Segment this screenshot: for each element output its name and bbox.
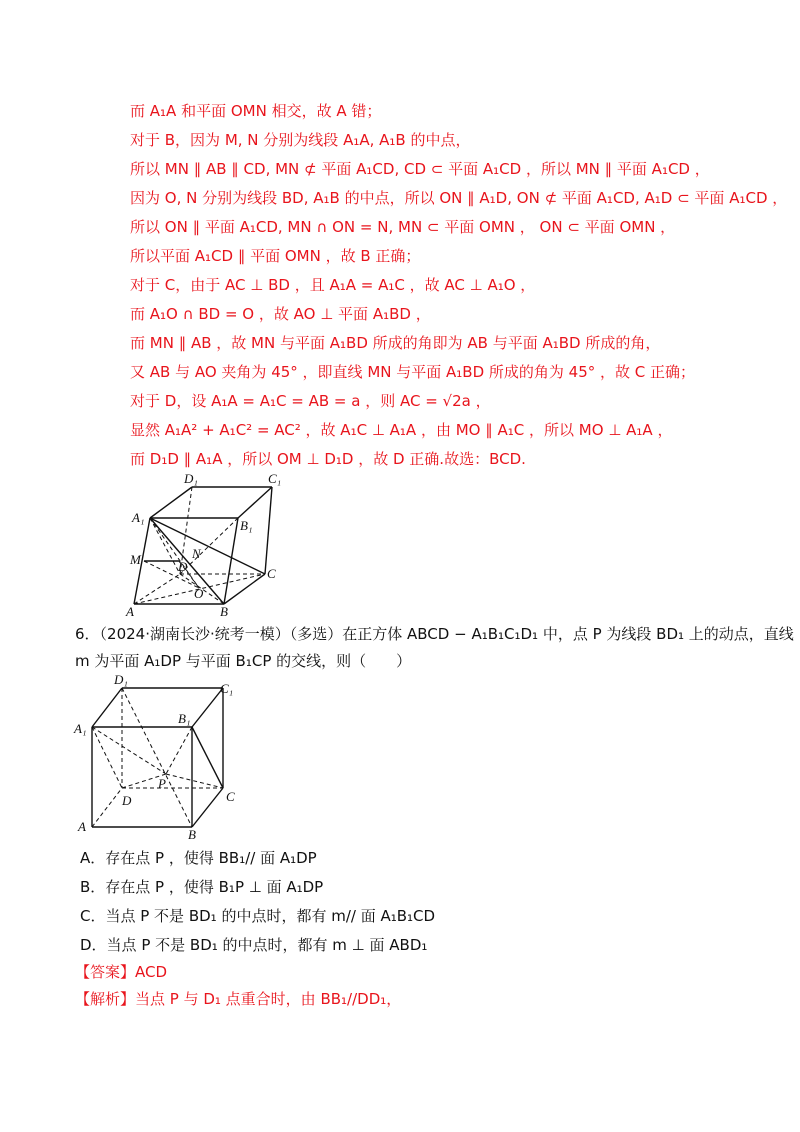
solution-line: 所以 ON ∥ 平面 A₁CD, MN ∩ ON = N, MN ⊂ 平面 OMN ， ON ⊂ 平面 OMN ， (130, 218, 676, 236)
label-d1: D₁ (184, 471, 198, 486)
option-a: A．存在点 P ，使得 BB₁// 面 A₁DP (80, 849, 317, 867)
parallelepiped-figure (120, 470, 290, 620)
label-d: D (122, 793, 132, 808)
cube-figure (70, 673, 270, 843)
solution-line: 而 A₁O ∩ BD = O ，故 AO ⊥ 平面 A₁BD ， (130, 305, 431, 323)
label-a: A (126, 604, 134, 619)
label-n: N (192, 546, 201, 561)
question-line-1: 6．（2024·湖南长沙·统考一模）（多选）在正方体 ABCD − A₁B₁C₁D₁ 中，点 P 为线段 BD₁ 上的动点，直线 (75, 625, 794, 643)
label-b1: B₁ (240, 518, 253, 533)
label-p: P (158, 776, 166, 791)
label-b1: B₁ (178, 711, 191, 726)
label-a1: A₁ (132, 510, 145, 525)
solution-line: 因为 O, N 分别为线段 BD, A₁B 的中点，所以 ON ∥ A₁D, ON ⊄ 平面 A₁CD, A₁D ⊂ 平面 A₁CD ， (130, 189, 788, 207)
solution-line: 显然 A₁A² + A₁C² = AC² ，故 A₁C ⊥ A₁A ，由 MO ∥ A₁C ，所以 MO ⊥ A₁A ， (130, 421, 673, 439)
solution-line: 又 AB 与 AO 夹角为 45° ，即直线 MN 与平面 A₁BD 所成的角为 45° ，故 C 正确； (130, 363, 696, 381)
solution-line: 对于 B，因为 M, N 分别为线段 A₁A, A₁B 的中点， (130, 131, 471, 149)
label-c1: C₁ (220, 681, 234, 696)
label-c: C (267, 566, 276, 581)
label-c: C (226, 789, 235, 804)
label-a1: A₁ (74, 721, 87, 736)
label-c1: C₁ (268, 471, 282, 486)
solution-line: 对于 D，设 A₁A = A₁C = AB = a ，则 AC = √2a ， (130, 392, 491, 410)
label-b: B (220, 604, 228, 619)
solution-line: 所以平面 A₁CD ∥ 平面 OMN ，故 B 正确； (130, 247, 421, 265)
label-d: D (178, 559, 188, 574)
label-a: A (78, 819, 86, 834)
solution-line: 而 D₁D ∥ A₁A ，所以 OM ⊥ D₁D ，故 D 正确.故选：BCD. (130, 450, 526, 468)
solution-line: 而 A₁A 和平面 OMN 相交，故 A 错； (130, 102, 382, 120)
question-line-2: m 为平面 A₁DP 与平面 B₁CP 的交线，则（ ） (75, 652, 412, 670)
label-m: M (130, 552, 141, 567)
option-b: B．存在点 P ，使得 B₁P ⊥ 面 A₁DP (80, 878, 324, 896)
solution-line: 所以 MN ∥ AB ∥ CD, MN ⊄ 平面 A₁CD, CD ⊂ 平面 A₁CD ，所以 MN ∥ 平面 A₁CD ， (130, 160, 710, 178)
solution-line: 对于 C，由于 AC ⊥ BD ，且 A₁A = A₁C ，故 AC ⊥ A₁O ， (130, 276, 536, 294)
option-c: C．当点 P 不是 BD₁ 的中点时，都有 m// 面 A₁B₁CD (80, 907, 436, 925)
answer-line: 【答案】ACD (75, 963, 168, 981)
option-d: D．当点 P 不是 BD₁ 的中点时，都有 m ⊥ 面 ABD₁ (80, 936, 428, 954)
label-o: O (194, 586, 204, 601)
label-d1: D₁ (114, 673, 128, 687)
label-b: B (188, 827, 196, 842)
solution-line: 而 MN ∥ AB ，故 MN 与平面 A₁BD 所成的角即为 AB 与平面 A₁BD 所成的角， (130, 334, 661, 352)
analysis-line: 【解析】当点 P 与 D₁ 点重合时，由 BB₁//DD₁， (75, 990, 402, 1008)
